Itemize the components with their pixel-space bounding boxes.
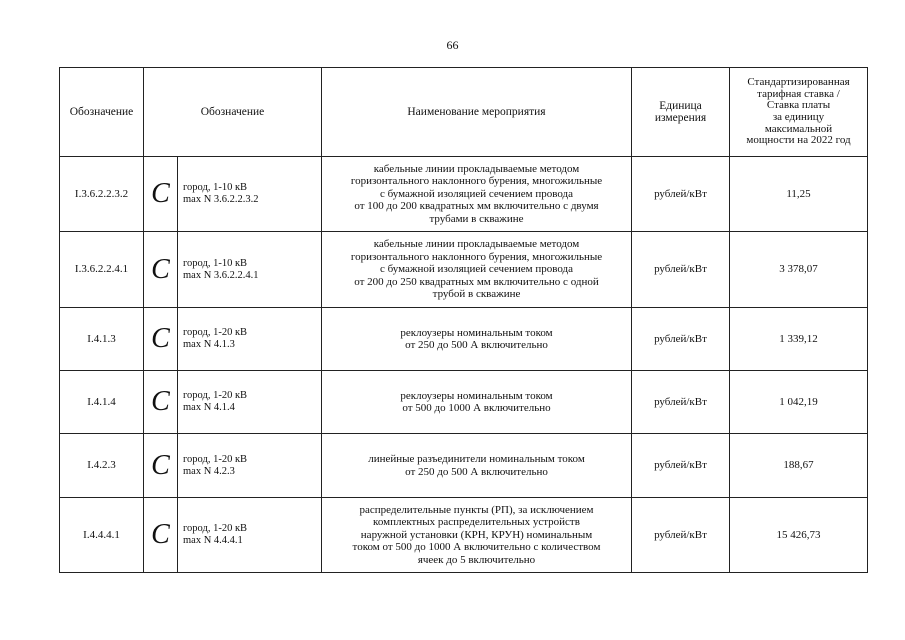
description-line: наружной установки (КРН, КРУН) номинальным <box>360 528 593 541</box>
description-line: горизонтального наклонного бурения, многожильные <box>350 250 603 263</box>
location-line: max N 3.6.2.2.4.1 <box>183 269 259 281</box>
table-row <box>60 308 868 371</box>
header-rate-line: максимальной <box>764 122 833 135</box>
location-line: max N 4.1.3 <box>183 339 235 350</box>
row-unit: рублей/кВт <box>632 232 730 308</box>
table-row <box>60 157 868 232</box>
header-rate-line: мощности на 2022 год <box>746 134 851 147</box>
row-unit: рублей/кВт <box>632 371 730 434</box>
symbol-c: C <box>144 308 178 371</box>
row-description <box>322 157 632 232</box>
table-row <box>60 434 868 498</box>
row-code: I.4.4.4.1 <box>60 498 144 573</box>
symbol-c: C <box>144 434 178 498</box>
description-line: ячеек до 5 включительно <box>417 553 536 566</box>
header-rate <box>730 68 868 157</box>
description-line: от 500 до 1000 А включительно <box>402 402 551 414</box>
table-header-row <box>60 68 868 157</box>
table-row <box>60 498 868 573</box>
location-line: max N 4.4.4.1 <box>183 535 243 546</box>
location-line: max N 4.1.4 <box>183 402 235 413</box>
header-activity: Наименование мероприятия <box>322 68 632 157</box>
row-location <box>178 434 322 498</box>
header-rate-line: тарифная ставка / <box>757 87 840 100</box>
row-description <box>322 308 632 371</box>
symbol-c: C <box>144 157 178 232</box>
table-row <box>60 232 868 308</box>
row-description <box>322 371 632 434</box>
location-line: город, 1-20 кВ <box>183 390 248 401</box>
row-rate: 1 042,19 <box>730 371 868 434</box>
location-line: город, 1-20 кВ <box>183 523 248 534</box>
header-rate-line: Стандартизированная <box>747 76 850 89</box>
description-line: реклоузеры номинальным током <box>400 389 553 402</box>
description-line: реклоузеры номинальным током <box>400 326 553 339</box>
row-description <box>322 434 632 498</box>
symbol-c: C <box>144 232 178 308</box>
description-line: горизонтального наклонного бурения, многожильные <box>350 175 603 188</box>
header-rate-line: Ставка платы <box>766 99 831 112</box>
row-code: I.3.6.2.2.4.1 <box>60 232 144 308</box>
row-description <box>322 232 632 308</box>
row-unit: рублей/кВт <box>632 308 730 371</box>
description-line: комплектных распределительных устройств <box>373 516 580 529</box>
row-description <box>322 498 632 573</box>
symbol-c: C <box>144 371 178 434</box>
header-rate-line: за единицу <box>772 111 825 123</box>
row-rate: 1 339,12 <box>730 308 868 371</box>
location-line: город, 1-10 кВ <box>183 182 248 193</box>
location-line: город, 1-20 кВ <box>183 327 248 338</box>
row-location <box>178 308 322 371</box>
row-location <box>178 371 322 434</box>
description-line: с бумажной изоляцией сечением провода <box>380 187 573 200</box>
description-line: линейные разъединители номинальным током <box>368 453 585 466</box>
row-code: I.4.2.3 <box>60 434 144 498</box>
location-line: город, 1-10 кВ <box>183 257 248 269</box>
description-line: распределительные пункты (РП), за исключением <box>359 503 594 516</box>
row-unit: рублей/кВт <box>632 157 730 232</box>
description-line: трубами в скважине <box>429 212 524 225</box>
location-line: max N 4.2.3 <box>183 465 235 477</box>
description-line: током от 500 до 1000 А включительно с количеством <box>352 541 601 554</box>
header-designation: Обозначение <box>144 68 322 157</box>
header-unit <box>632 68 730 157</box>
row-rate: 15 426,73 <box>730 498 868 573</box>
description-line: кабельные линии прокладываемые методом <box>373 162 580 175</box>
row-code: I.4.1.4 <box>60 371 144 434</box>
description-line: с бумажной изоляцией сечением провода <box>380 263 573 276</box>
row-code: I.3.6.2.2.3.2 <box>60 157 144 232</box>
row-code: I.4.1.3 <box>60 308 144 371</box>
table-row <box>60 371 868 434</box>
row-rate: 11,25 <box>730 157 868 232</box>
tariff-table <box>59 67 868 573</box>
header-code: Обозначение <box>60 68 144 157</box>
header-unit-line: Единица <box>659 99 702 112</box>
description-line: от 250 до 500 А включительно <box>405 339 548 351</box>
description-line: кабельные линии прокладываемые методом <box>373 238 580 251</box>
description-line: от 100 до 200 квадратных мм включительно с двумя <box>354 200 599 213</box>
description-line: от 200 до 250 квадратных мм включительно с одной <box>354 275 599 288</box>
header-unit-line: измерения <box>654 112 707 124</box>
row-unit: рублей/кВт <box>632 498 730 573</box>
row-rate: 188,67 <box>730 434 868 498</box>
location-line: max N 3.6.2.2.3.2 <box>183 194 259 205</box>
row-location <box>178 157 322 232</box>
description-line: трубой в скважине <box>432 288 521 301</box>
row-unit: рублей/кВт <box>632 434 730 498</box>
row-location <box>178 498 322 573</box>
row-rate: 3 378,07 <box>730 232 868 308</box>
page-number: 66 <box>446 38 459 52</box>
row-location <box>178 232 322 308</box>
symbol-c: C <box>144 498 178 573</box>
description-line: от 250 до 500 А включительно <box>405 465 548 478</box>
location-line: город, 1-20 кВ <box>183 453 248 465</box>
